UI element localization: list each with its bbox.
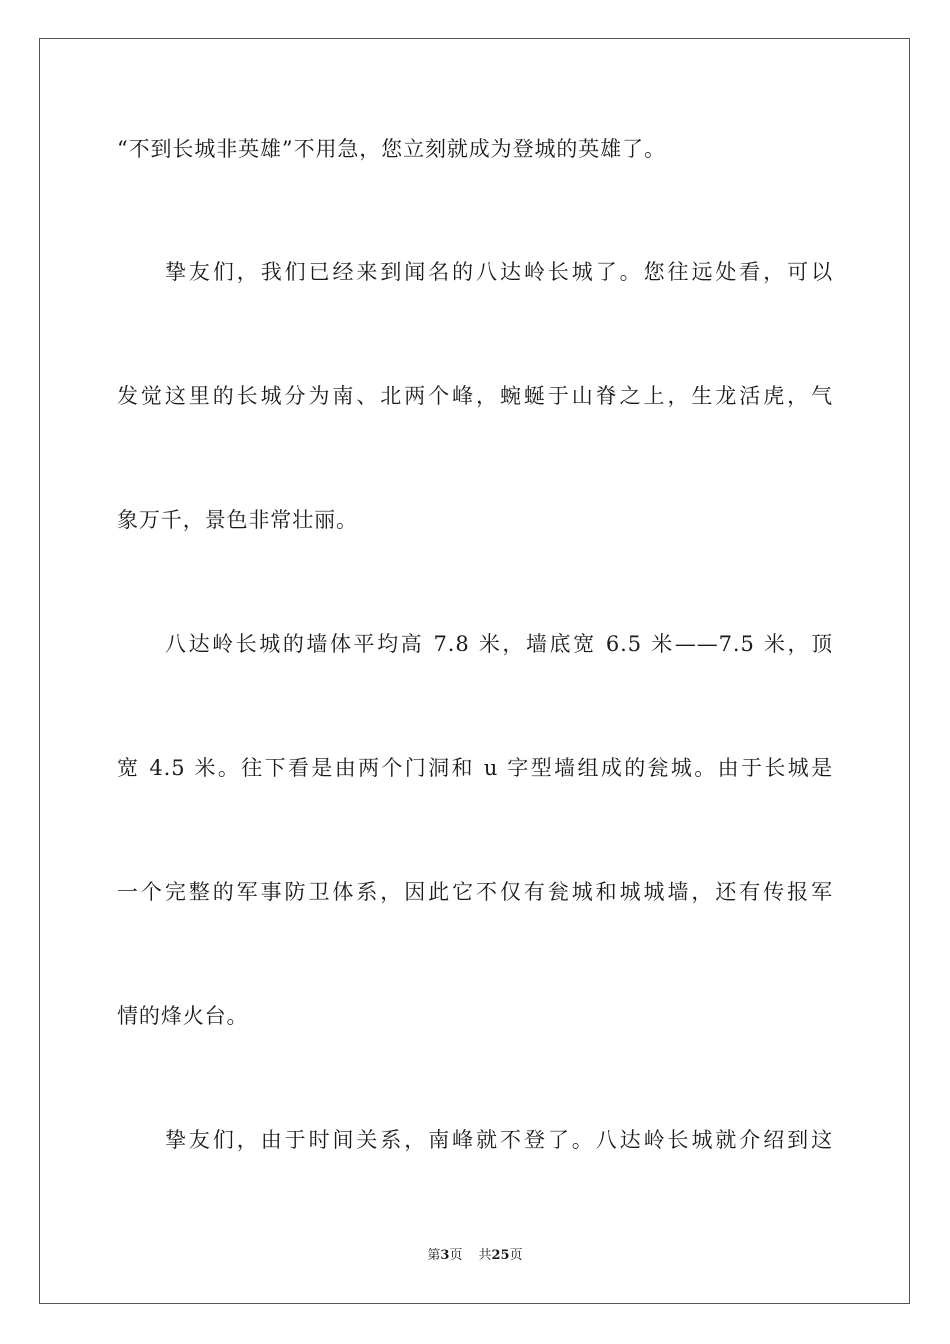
text-line-5: 八达岭长城的墙体平均高 7.8 米，墙底宽 6.5 米——7.5 米，顶 (165, 632, 833, 656)
text-line-1: “不到长城非英雄”不用急，您立刻就成为登城的英雄了。 (117, 137, 666, 161)
text-line-6: 宽 4.5 米。往下看是由两个门洞和 u 字型墙组成的瓮城。由于长城是 (117, 756, 833, 780)
footer-total-prefix: 共 (478, 1248, 492, 1263)
text-line-2: 挚友们，我们已经来到闻名的八达岭长城了。您往远处看，可以 (165, 260, 833, 284)
text-line-7: 一个完整的军事防卫体系，因此它不仅有瓮城和城城墙，还有传报军 (117, 880, 833, 904)
page-border (39, 38, 910, 1304)
text-line-3: 发觉这里的长城分为南、北两个峰，蜿蜒于山脊之上，生龙活虎，气 (117, 384, 833, 408)
text-line-9: 挚友们，由于时间关系，南峰就不登了。八达岭长城就介绍到这 (165, 1128, 833, 1152)
page-footer (0, 1247, 950, 1265)
text-line-4: 象万千，景色非常壮丽。 (117, 508, 358, 532)
footer-total-suffix: 页 (509, 1248, 523, 1263)
footer-page-prefix: 第 (427, 1248, 441, 1263)
footer-page-number: 3 (440, 1248, 450, 1263)
footer-total-pages: 25 (491, 1248, 510, 1263)
text-line-8: 情的烽火台。 (117, 1004, 249, 1028)
footer-page-suffix: 页 (449, 1248, 463, 1263)
